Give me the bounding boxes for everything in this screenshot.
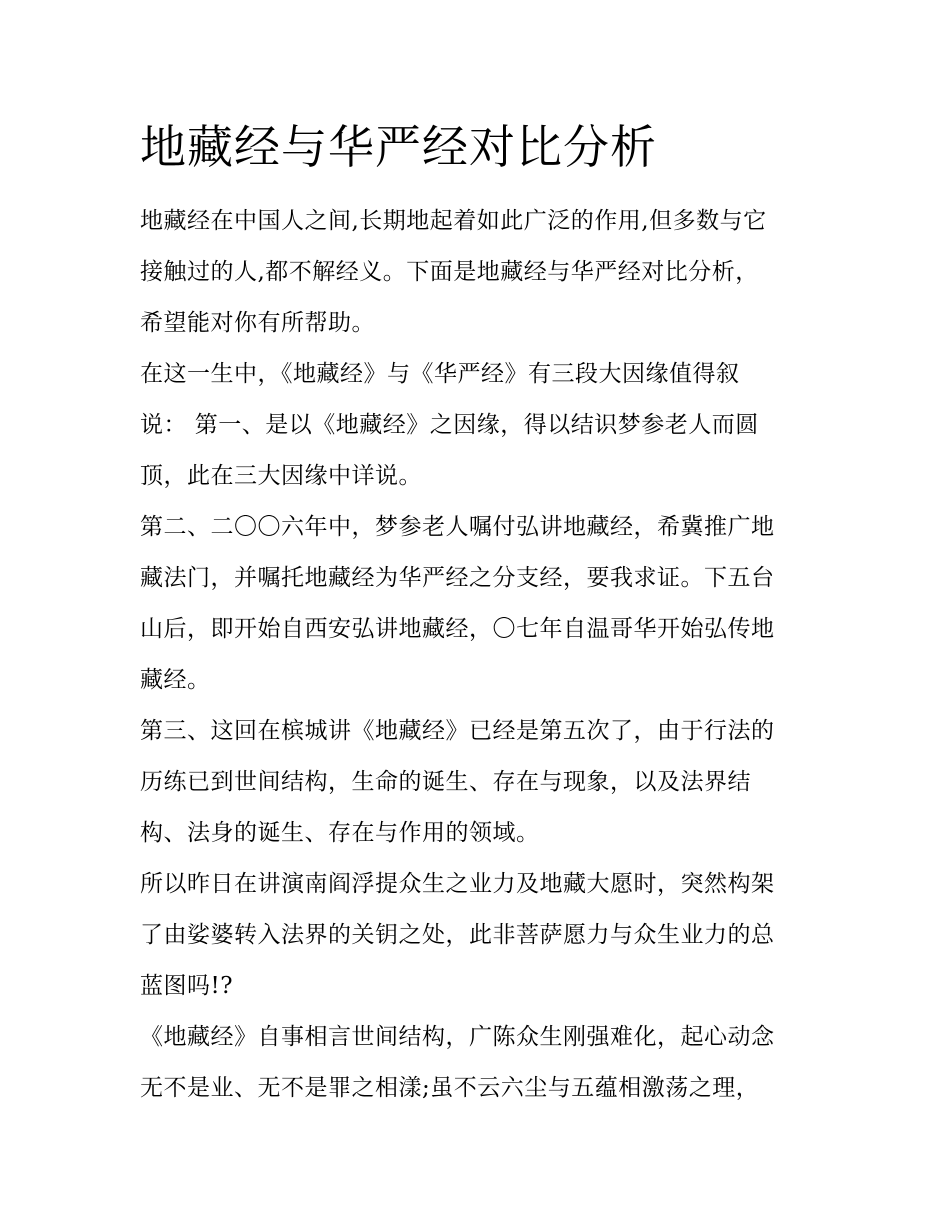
body-line: 第三、这回在槟城讲《地藏经》已经是第五次了，由于行法的	[140, 718, 775, 744]
body-line: 所以昨日在讲演南阎浮提众生之业力及地藏大愿时，突然构架	[140, 871, 775, 897]
body-line: 顶，此在三大因缘中详说。	[140, 463, 422, 489]
body-line: 历练已到世间结构，生命的诞生、存在与现象，以及法界结	[140, 769, 751, 795]
body-line: 在这一生中，《地藏经》与《华严经》有三段大因缘值得叙	[140, 361, 740, 387]
body-line: 了由娑婆转入法界的关钥之处，此非菩萨愿力与众生业力的总	[140, 922, 775, 948]
body-line: 藏法门，并嘱托地藏经为华严经之分支经，要我求证。下五台	[140, 565, 775, 591]
body-line: 希望能对你有所帮助。	[140, 310, 375, 336]
body-line: 说： 第一、是以《地藏经》之因缘，得以结识梦参老人而圆	[140, 412, 759, 438]
body-line: 《地藏经》自事相言世间结构，广陈众生刚强难化，起心动念	[140, 1024, 775, 1050]
body-line: 构、法身的诞生、存在与作用的领域。	[140, 820, 540, 846]
page-title: 地藏经与华严经对比分析	[140, 120, 657, 174]
body-line: 接触过的人,都不解经义。下面是地藏经与华严经对比分析，	[140, 259, 759, 285]
body-line: 山后，即开始自西安弘讲地藏经，〇七年自温哥华开始弘传地	[140, 616, 775, 642]
body-line: 藏经。	[140, 667, 211, 693]
body-line: 第二、二〇〇六年中，梦参老人嘱付弘讲地藏经，希冀推广地	[140, 514, 775, 540]
body-line: 无不是业、无不是罪之相漾;虽不云六尘与五蕴相激荡之理，	[140, 1075, 760, 1101]
body-line: 地藏经在中国人之间,长期地起着如此广泛的作用,但多数与它	[140, 208, 767, 234]
body-line: 蓝图吗!?	[140, 973, 234, 999]
